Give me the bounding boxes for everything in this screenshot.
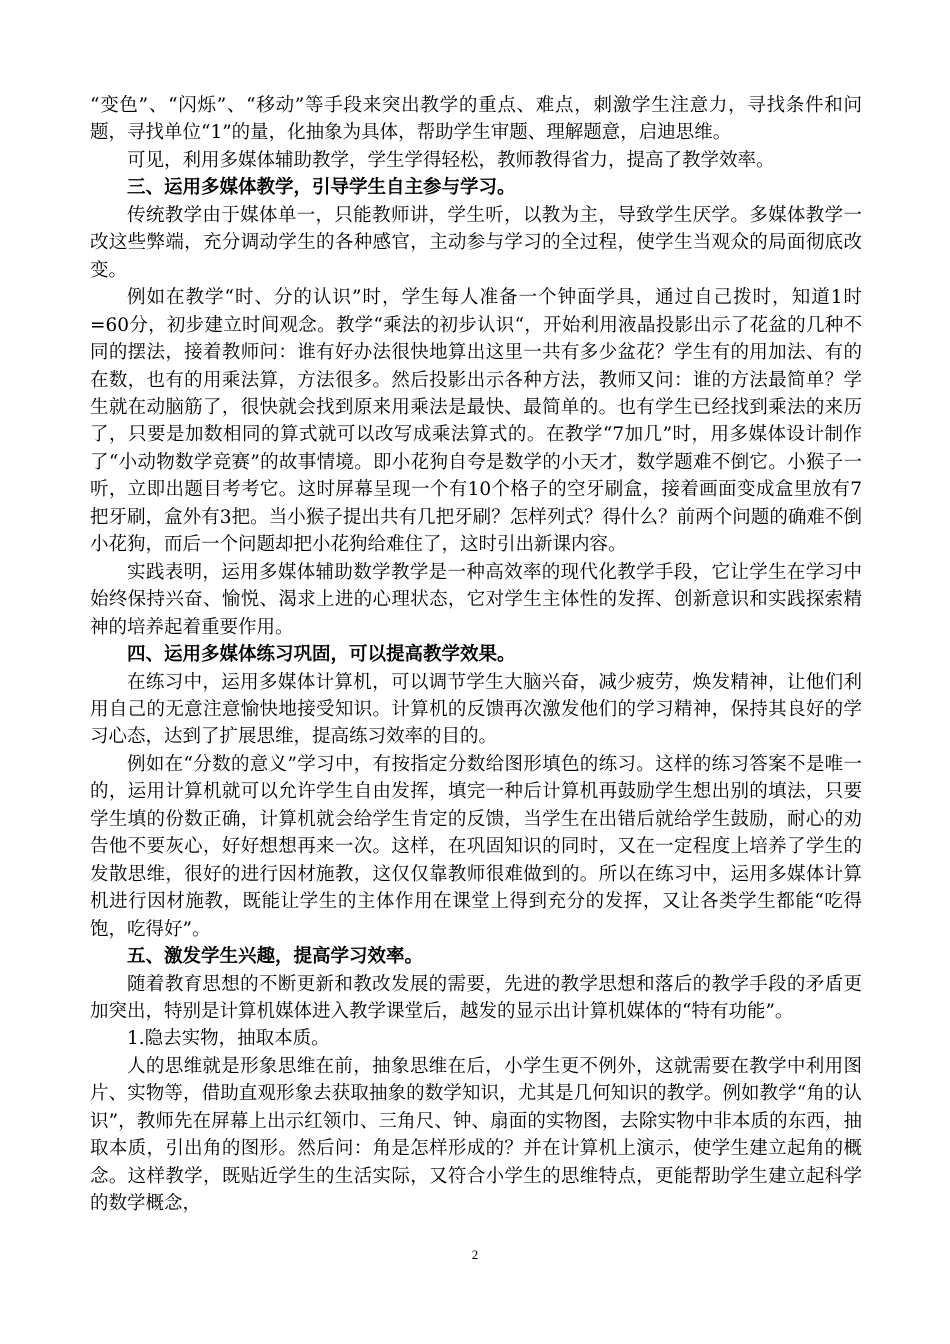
paragraph: 例如在“分数的意义”学习中，有按指定分数给图形填色的练习。这样的练习答案不是唯一的，运用计算机就可以允许学生自由发挥，填完一种后计算机再鼓励学生想出别的填法，只要学生填的份数正确，计算机就会给学生肯定的反馈，当学生在出错后就给学生鼓励，耐心的劝告他不要灰心，好好想想再来一次。这样，在巩固知识的同时，又在一定程度上培养了学生的发散思维，很好的进行因材施教，这仅仅靠教师很难做到的。所以在练习中，运用多媒体计算机进行因材施教，既能让学生的主体作用在课堂上得到充分的发挥，又让各类学生都能“吃得饱，吃得好”。: [90, 753, 862, 940]
paragraph: 实践表明，运用多媒体辅助数学教学是一种高效率的现代化教学手段，它让学生在学习中始终保持兴奋、愉悦、渴求上进的心理状态，它对学生主体性的发挥、创新意识和实践探索精神的培养起着重要作用。: [90, 561, 862, 638]
paragraph: 可见，利用多媒体辅助教学，学生学得轻松，教师教得省力，提高了教学效率。: [127, 149, 775, 171]
list-item: 1.隐去实物，抽取本质。: [127, 1028, 330, 1050]
document-body: [90, 92, 862, 1218]
page-number: 2: [471, 1247, 479, 1262]
paragraph: “变色”、“闪烁”、“移动”等手段来突出教学的重点、难点，刺激学生注意力，寻找条件和问题，寻找单位“1”的量，化抽象为具体，帮助学生审题、理解题意，启迪思维。: [90, 95, 862, 144]
section-heading: 五、激发学生兴趣，提高学习效率。: [127, 946, 424, 968]
section-heading: 四、运用多媒体练习巩固，可以提高教学效果。: [127, 644, 516, 666]
paragraph: 传统教学由于媒体单一，只能教师讲，学生听，以教为主，导致学生厌学。多媒体教学一改这些弊端，充分调动学生的各种感官，主动参与学习的全过程，使学生当观众的局面彻底改变。: [90, 204, 862, 281]
paragraph: 例如在教学“时、分的认识”时，学生每人准备一个钟面学具，通过自己拨时，知道1时=60分，初步建立时间观念。教学“乘法的初步认识“，开始利用液晶投影出示了花盆的几种不同的摆法，接着教师问：谁有好办法很快地算出这里一共有多少盆花？学生有的用加法、有的在数，也有的用乘法算，方法很多。然后投影出示各种方法，教师又问：谁的方法最简单？学生就在动脑筋了，很快就会找到原来用乘法是最快、最简单的。也有学生已经找到乘法的来历了，只要是加数相同的算式就可以改写成乘法算式的。在教学“7加几”时，用多媒体设计制作了“小动物数学竞赛”的故事情境。即小花狗自夸是数学的小天才，数学题难不倒它。小猴子一听，立即出题目考考它。这时屏幕呈现一个有10个格子的空牙刷盒，接着画面变成盒里放有7把牙刷，盒外有3把。当小猴子提出共有几把牙刷？怎样列式？得什么？前两个问题的确难不倒小花狗，而后一个问题却把小花狗给难住了，这时引出新课内容。: [90, 287, 862, 556]
paragraph: 在练习中，运用多媒体计算机，可以调节学生大脑兴奋，减少疲劳，焕发精神，让他们利用自己的无意注意愉快地接受知识。计算机的反馈再次激发他们的学习精神，保持其良好的学习心态，达到了扩展思维，提高练习效率的目的。: [90, 671, 862, 748]
section-heading: 三、运用多媒体教学，引导学生自主参与学习。: [127, 177, 516, 199]
paragraph: 人的思维就是形象思维在前，抽象思维在后，小学生更不例外，这就需要在教学中利用图片、实物等，借助直观形象去获取抽象的数学知识，尤其是几何知识的教学。例如教学“角的认识”，教师先在屏幕上出示红领巾、三角尺、钟、扇面的实物图，去除实物中非本质的东西，抽取本质，引出角的图形。然后问：角是怎样形成的？并在计算机上演示，使学生建立起角的概念。这样教学，既贴近学生的生活实际，又符合小学生的思维特点，更能帮助学生建立起科学的数学概念，: [90, 1055, 862, 1215]
paragraph: 随着教育思想的不断更新和教改发展的需要，先进的教学思想和落后的教学手段的矛盾更加突出，特别是计算机媒体进入教学课堂后，越发的显示出计算机媒体的“特有功能”。: [90, 973, 862, 1022]
